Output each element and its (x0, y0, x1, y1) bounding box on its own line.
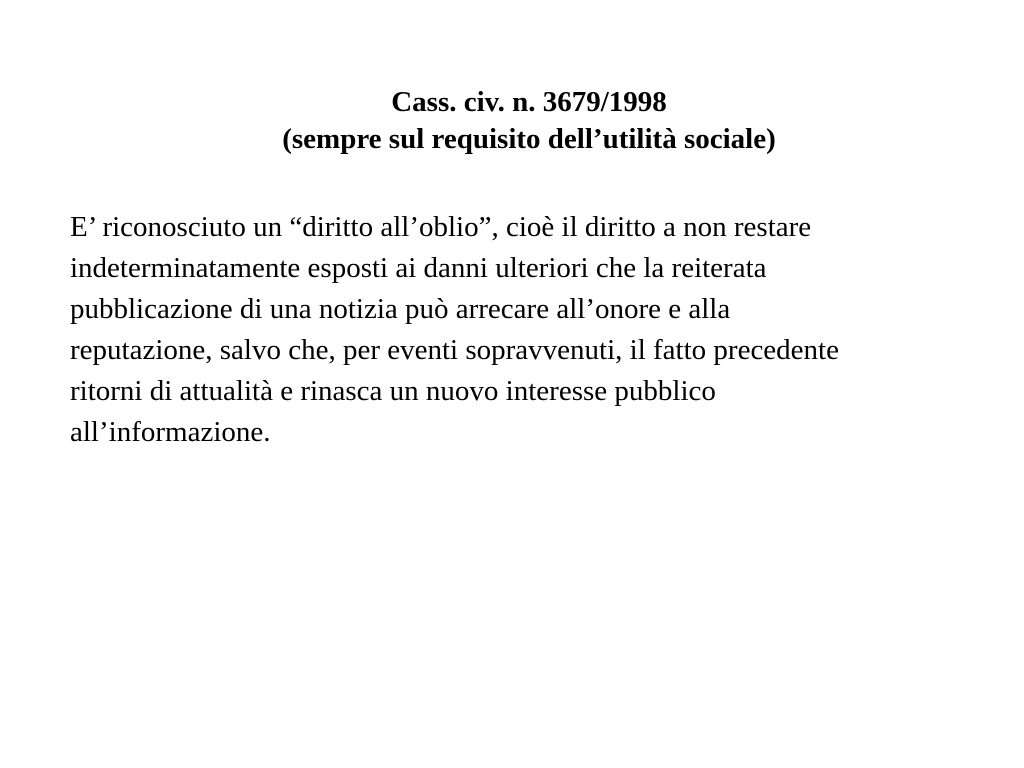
body-line: reputazione, salvo che, per eventi sopravvenuti, il fatto precedente (70, 334, 839, 366)
slide-title (0, 84, 1024, 158)
body-line: pubblicazione di una notizia può arrecare all’onore e alla (70, 293, 731, 325)
title-line-2: (sempre sul requisito dell’utilità sociale) (282, 123, 776, 155)
body-line: all’informazione. (70, 416, 271, 448)
title-line-1: Cass. civ. n. 3679/1998 (391, 86, 667, 118)
body-line: indeterminatamente esposti ai danni ulteriori che la reiterata (70, 252, 767, 284)
body-line: E’ riconosciuto un “diritto all’oblio”, cioè il diritto a non restare (70, 211, 812, 243)
body-paragraph (70, 207, 1000, 453)
body-line: ritorni di attualità e rinasca un nuovo interesse pubblico (70, 375, 716, 407)
